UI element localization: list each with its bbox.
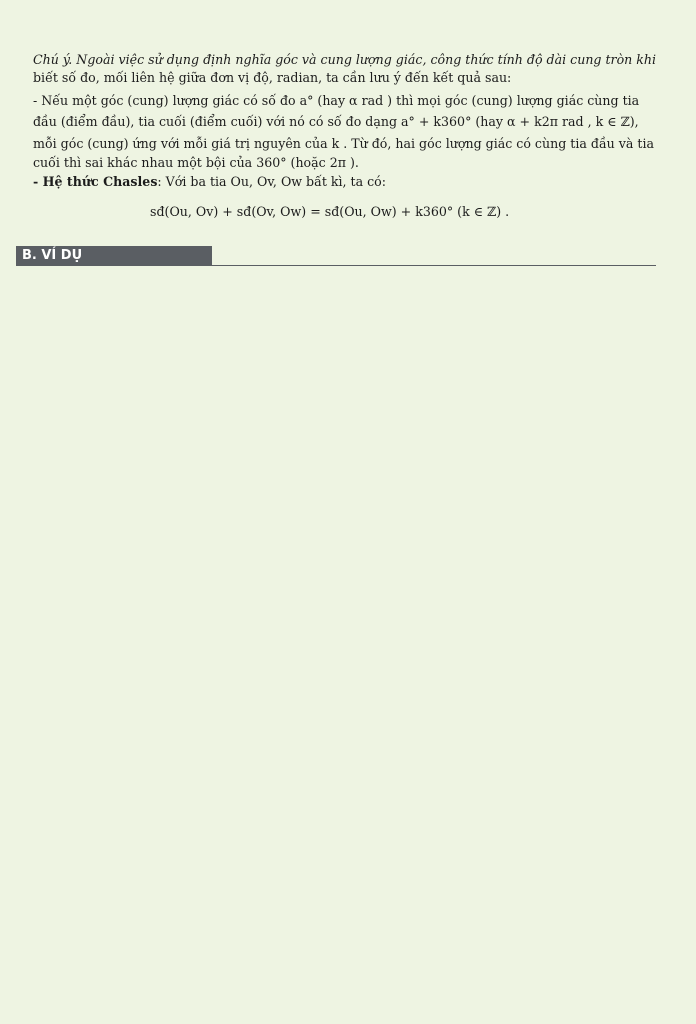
- chasles-intro: : Với ba tia Ou, Ov, Ow bất kì, ta có:: [157, 174, 387, 189]
- note-line-7: [33, 174, 656, 190]
- note-line-1: Chú ý. Ngoài việc sử dụng định nghĩa góc và cung lượng giác, công thức tính độ dài cung tròn khi: [33, 52, 657, 67]
- section-banner-rule: [16, 265, 656, 266]
- note-line-3: - Nếu một góc (cung) lượng giác có số đo a° (hay α rad ) thì mọi góc (cung) lượng giác cùng tia: [33, 93, 640, 108]
- note-line-2: biết số đo, mối liên hệ giữa đơn vị độ, radian, ta cần lưu ý đến kết quả sau:: [33, 70, 512, 85]
- chasles-heading: - Hệ thức Chasles: [33, 174, 158, 189]
- section-banner: B. VÍ DỤ: [16, 246, 212, 266]
- chasles-formula: sđ(Ou, Ov) + sđ(Ov, Ow) = sđ(Ou, Ow) + k360° (k ∈ ℤ) .: [150, 204, 510, 219]
- note-line-4: đầu (điểm đầu), tia cuối (điểm cuối) với nó có số đo dạng a° + k360° (hay α + k2π rad , k ∈ ℤ),: [33, 114, 639, 129]
- note-line-5: mỗi góc (cung) ứng với mỗi giá trị nguyên của k . Từ đó, hai góc lượng giác có cùng tia đầu và tia: [33, 136, 654, 151]
- note-line-6: cuối thì sai khác nhau một bội của 360° (hoặc 2π ).: [33, 155, 359, 170]
